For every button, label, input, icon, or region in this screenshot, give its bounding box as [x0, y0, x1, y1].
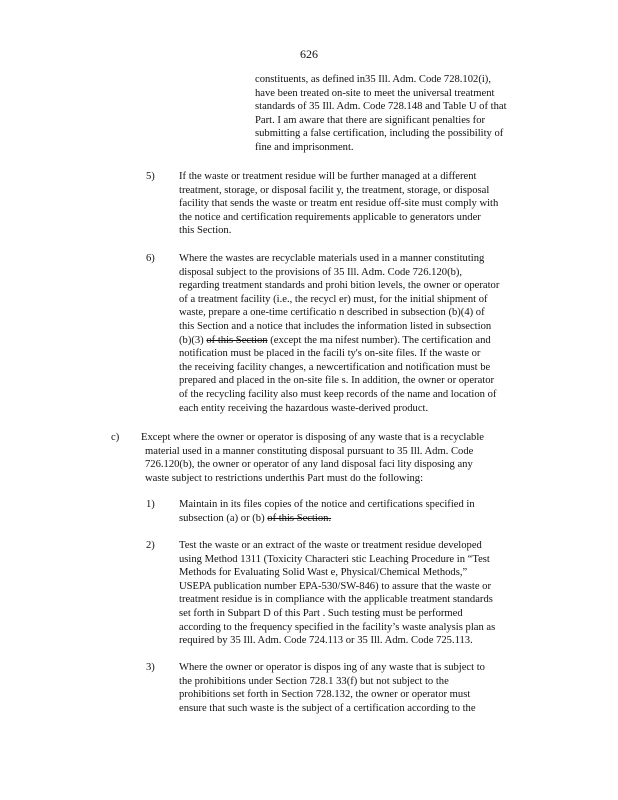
text-line: Test the waste or an extract of the waste or treatment residue developed — [179, 540, 482, 551]
text-line: waste, prepare a one-time certificatio n described in subsection (b)(4) of — [179, 307, 485, 319]
text-line: the receiving facility changes, a newcertification and notification must be — [179, 361, 491, 373]
item-5-text — [179, 170, 539, 238]
text-line: Methods for Evaluating Solid Wast e, Physical/Chemical Methods,” — [179, 567, 468, 579]
item-c3-text — [179, 661, 527, 715]
text-line: each entity receiving the hazardous waste-derived product. — [179, 402, 429, 414]
text-line: disposal subject to the provisions of 35 Ill. Adm. Code 726.120(b), — [179, 266, 463, 278]
text-line: 726.120(b), the owner or operator of any land disposal faci lity disposing any — [145, 459, 473, 471]
item-label: 2) — [146, 540, 155, 551]
text-line: prohibitions set forth in Section 728.132, the owner or operator must — [179, 689, 471, 701]
text-line: facility that sends the waste or treatm ent residue off-site must comply with — [179, 198, 499, 210]
text-line: using Method 1311 (Toxicity Characteri stic Leaching Procedure in “Test — [179, 553, 490, 565]
item-label: 3) — [146, 662, 155, 673]
text-line: according to the frequency specified in the facility’s waste analysis plan as — [179, 621, 496, 633]
text-line: fine and imprisonment. — [255, 141, 354, 153]
certification-continuation — [255, 73, 540, 155]
text-line: treatment, storage, or disposal facilit y, the treatment, storage, or disposal — [179, 184, 490, 196]
text-line: material used in a manner constituting disposal pursuant to 35 Ill. Adm. Code — [145, 445, 474, 457]
page-number: 626 — [300, 47, 318, 61]
item-6-text — [179, 252, 541, 415]
text-line: Where the wastes are recyclable materials used in a manner constituting — [179, 253, 485, 264]
section-label: c) — [111, 432, 120, 443]
text-line: required by 35 Ill. Adm. Code 724.113 or 35 Ill. Adm. Code 725.113. — [179, 635, 473, 647]
text-line: If the waste or treatment residue will be further managed at a different — [179, 171, 477, 182]
text-line: submitting a false certification, including the possibility of — [255, 128, 504, 140]
text-line: treatment residue is in compliance with the applicable treatment standards — [179, 594, 493, 606]
text-line: Except where the owner or operator is disposing of any waste that is a recyclable — [141, 432, 484, 443]
text-line: ensure that such waste is the subject of a certification according to the — [179, 702, 476, 714]
text-line: notification must be placed in the facili ty's on-site files. If the waste or — [179, 348, 481, 360]
item-label: 1) — [146, 499, 155, 510]
text-line: of the recycling facility also must keep records of the name and location of — [179, 388, 497, 400]
text-line — [179, 512, 524, 526]
item-label: 6) — [146, 253, 155, 264]
item-c2-text — [179, 539, 541, 648]
text-line: this Section and a notice that includes the information listed in subsection — [179, 320, 492, 332]
text-line: the prohibitions under Section 728.1 33(f) but not subject to the — [179, 675, 449, 687]
struck-text: of this Section. — [267, 512, 332, 524]
text-line: regarding treatment standards and prohi bition levels, the owner or operator — [179, 280, 500, 292]
text-line: Part. I am aware that there are significant penalties for — [255, 114, 486, 126]
text-line: USEPA publication number EPA-530/SW-846) to assure that the waste or — [179, 580, 491, 592]
text-line: set forth in Subpart D of this Part . Such testing must be performed — [179, 607, 463, 619]
text-line: prepared and placed in the on-site file s. In addition, the owner or operator — [179, 375, 495, 387]
text-line: constituents, as defined in35 Ill. Adm. Code 728.102(i), — [255, 74, 491, 85]
text-line: this Section. — [179, 225, 232, 237]
text-line: waste subject to restrictions underthis Part must do the following: — [145, 472, 424, 484]
text-run: (b)(3) — [179, 334, 204, 346]
text-line: of a treatment facility (i.e., the recycl er) must, for the initial shipment of — [179, 293, 488, 305]
section-c-text — [141, 431, 527, 485]
text-run: (except the ma nifest number). The certification and — [270, 334, 491, 346]
text-line: Where the owner or operator is dispos ing of any waste that is subject to — [179, 662, 485, 673]
text-line — [179, 334, 541, 348]
text-line: standards of 35 Ill. Adm. Code 728.148 and Table U of that — [255, 101, 507, 113]
text-line: Maintain in its files copies of the notice and certifications specified in — [179, 499, 475, 510]
item-c1-text — [179, 498, 524, 525]
item-label: 5) — [146, 171, 155, 182]
text-run: subsection (a) or (b) — [179, 512, 265, 524]
struck-text: of this Section — [206, 334, 268, 346]
text-line: the notice and certification requirements applicable to generators under — [179, 211, 481, 223]
text-line: have been treated on-site to meet the universal treatment — [255, 87, 495, 99]
